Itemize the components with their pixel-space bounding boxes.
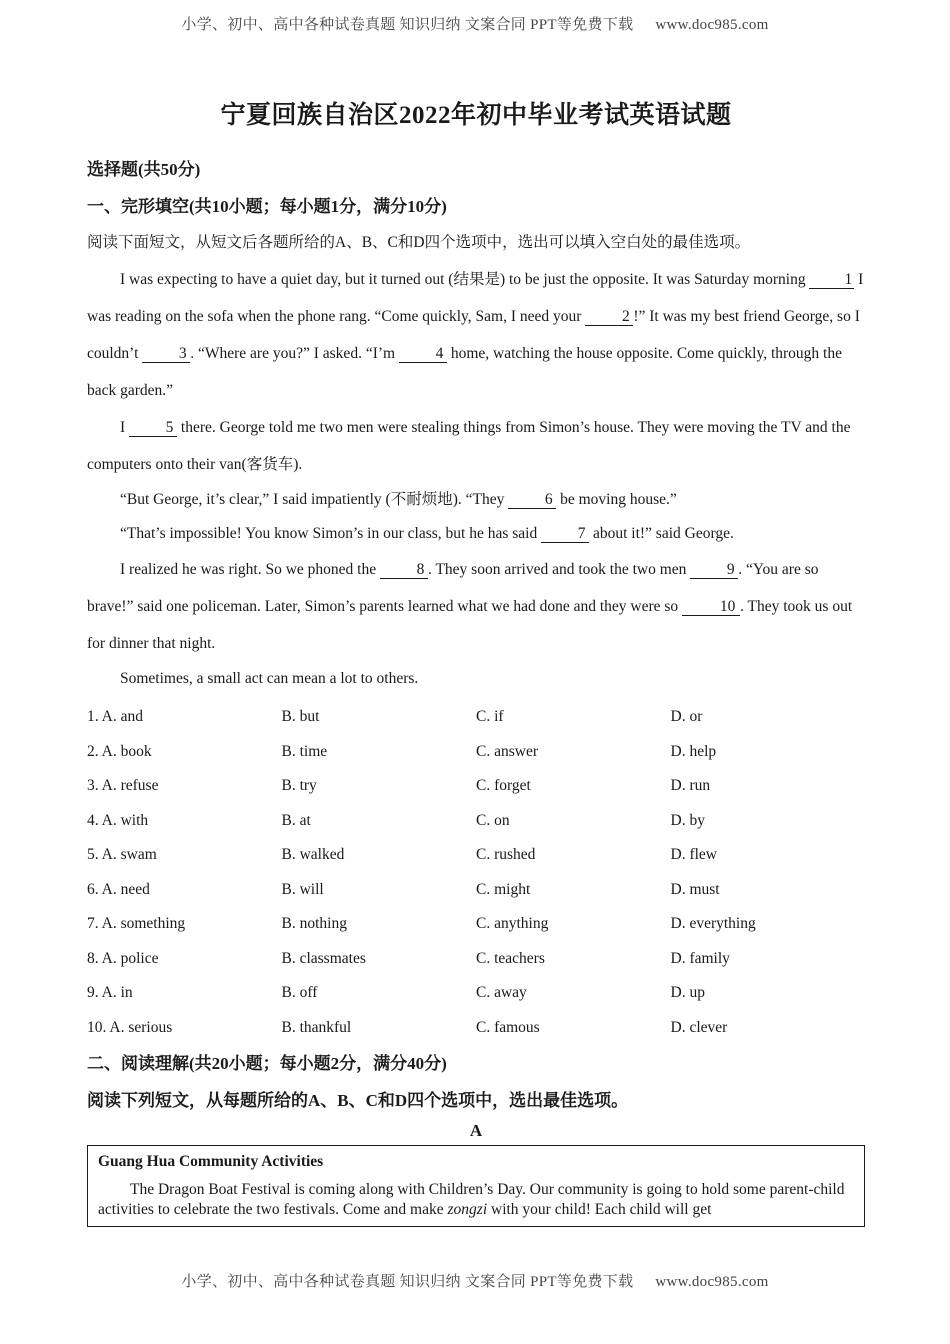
option: C. on	[476, 811, 510, 829]
emphasis-text: zongzi	[447, 1201, 488, 1218]
box-title: Guang Hua Community Activities	[98, 1153, 324, 1170]
option: B. nothing	[281, 915, 347, 933]
section-choice-heading: 选择题(共50分)	[87, 160, 201, 179]
text-run: “That’s impossible! You know Simon’s in our class, but he has said	[120, 525, 542, 542]
part2-instruction: 阅读下列短文，从每题所给的A、B、C和D四个选项中，选出最佳选项。	[87, 1091, 629, 1110]
option: C. famous	[476, 1018, 540, 1036]
text-run: . “You are so brave!” said one policeman. Later, Simon’s parents learned what we had done and they were so	[87, 561, 819, 615]
banner-url[interactable]: www.doc985.com	[655, 1274, 769, 1290]
option: B. time	[281, 742, 328, 760]
option: 4. A. with	[87, 811, 149, 829]
blank-3: 3	[142, 346, 190, 363]
option-row	[87, 700, 865, 735]
option: B. thankful	[281, 1018, 352, 1036]
option: D. or	[670, 708, 703, 726]
banner-url[interactable]: www.doc985.com	[655, 17, 769, 33]
text-run: with your child! Each child will get	[487, 1201, 712, 1218]
text-run: “But George, it’s clear,” I said impatiently (不耐烦地). “They	[120, 491, 509, 508]
option: 1. A. and	[87, 708, 143, 726]
option: C. anything	[476, 915, 549, 933]
part2-heading: 二、阅读理解(共20小题；每小题2分，满分40分)	[87, 1054, 447, 1073]
passage-paragraph	[87, 261, 865, 409]
text-run: about it!” said George.	[589, 525, 734, 542]
blank-4: 4	[399, 346, 447, 363]
option: D. by	[670, 811, 705, 829]
option: 9. A. in	[87, 984, 133, 1002]
part1-instruction: 阅读下面短文，从短文后各题所给的A、B、C和D四个选项中，选出可以填入空白处的最佳选项。	[87, 234, 751, 251]
option: 6. A. need	[87, 880, 150, 898]
box-text	[98, 1180, 854, 1220]
blank-10: 10	[682, 599, 740, 616]
banner-text: 小学、初中、高中各种试卷真题 知识归纳 文案合同 PPT等免费下载	[181, 1274, 634, 1290]
option: 7. A. something	[87, 915, 186, 933]
option: D. clever	[670, 1018, 728, 1036]
passage-paragraph: Sometimes, a small act can mean a lot to others.	[120, 670, 419, 687]
options-table	[87, 700, 865, 1045]
passage-paragraph	[87, 551, 865, 662]
blank-2: 2	[585, 309, 633, 326]
footer-banner	[0, 1270, 950, 1291]
text-run: . They took us out for dinner that night.	[87, 598, 853, 652]
text-run: there. George told me two men were stealing things from Simon’s house. They were moving the TV and the computers onto their van(客货车).	[87, 419, 851, 473]
passage-paragraph	[87, 409, 865, 483]
option: B. try	[281, 777, 317, 795]
option: 10. A. serious	[87, 1018, 173, 1036]
text-run: home, watching the house opposite. Come quickly, through the back garden.”	[87, 345, 842, 399]
option: D. must	[670, 880, 720, 898]
option-row	[87, 942, 865, 977]
option: B. off	[281, 984, 318, 1002]
text-run: The Dragon Boat Festival is coming along with Children’s Day. Our community is going to hold some parent-child activities to celebrate the two festivals. Come and make	[98, 1181, 845, 1218]
option-row	[87, 1011, 865, 1046]
option: 5. A. swam	[87, 846, 157, 864]
option: 8. A. police	[87, 949, 159, 967]
part1-heading: 一、完形填空(共10小题；每小题1分，满分10分)	[87, 197, 447, 216]
option: C. teachers	[476, 949, 545, 967]
banner-text: 小学、初中、高中各种试卷真题 知识归纳 文案合同 PPT等免费下载	[181, 17, 634, 33]
option-row	[87, 873, 865, 908]
option: C. answer	[476, 742, 538, 760]
option-row	[87, 907, 865, 942]
option: C. if	[476, 708, 504, 726]
option-row	[87, 735, 865, 770]
option: C. might	[476, 880, 531, 898]
option: D. family	[670, 949, 730, 967]
option: B. at	[281, 811, 311, 829]
exam-page	[87, 95, 865, 1227]
option: C. forget	[476, 777, 531, 795]
text-run: . “Where are you?” I asked. “I’m	[190, 345, 399, 362]
option: D. help	[670, 742, 717, 760]
option: D. run	[670, 777, 711, 795]
option-row	[87, 976, 865, 1011]
option: B. will	[281, 880, 324, 898]
option: C. away	[476, 984, 527, 1002]
option: D. flew	[670, 846, 717, 864]
option-row	[87, 804, 865, 839]
passage-paragraph	[87, 517, 865, 551]
passage-box	[87, 1145, 865, 1227]
page-title: 宁夏回族自治区2022年初中毕业考试英语试题	[220, 102, 732, 129]
blank-5: 5	[129, 420, 177, 437]
option-row	[87, 769, 865, 804]
blank-1: 1	[809, 272, 854, 289]
text-run: !” It was my best friend George, so I couldn’t	[87, 308, 860, 362]
passage-label: A	[469, 1121, 483, 1140]
text-run: I	[120, 419, 130, 436]
passage-paragraph	[87, 483, 865, 517]
blank-7: 7	[541, 526, 589, 543]
cloze-passage	[87, 261, 865, 696]
blank-8: 8	[380, 562, 428, 579]
text-run: I was reading on the sofa when the phone rang. “Come quickly, Sam, I need your	[87, 271, 864, 325]
option: B. walked	[281, 846, 345, 864]
text-run: . They soon arrived and took the two men	[427, 561, 691, 578]
option: D. everything	[670, 915, 756, 933]
blank-9: 9	[690, 562, 738, 579]
text-run: I was expecting to have a quiet day, but it turned out (结果是) to be just the opposite. It was Saturday morning	[120, 271, 806, 288]
option: 3. A. refuse	[87, 777, 159, 795]
text-run: be moving house.”	[556, 491, 677, 508]
header-banner	[0, 13, 950, 34]
option: 2. A. book	[87, 742, 152, 760]
option: C. rushed	[476, 846, 536, 864]
text-run: I realized he was right. So we phoned the	[120, 561, 380, 578]
option: B. classmates	[281, 949, 366, 967]
option: B. but	[281, 708, 320, 726]
option: D. up	[670, 984, 705, 1002]
blank-6: 6	[508, 492, 556, 509]
option-row	[87, 838, 865, 873]
